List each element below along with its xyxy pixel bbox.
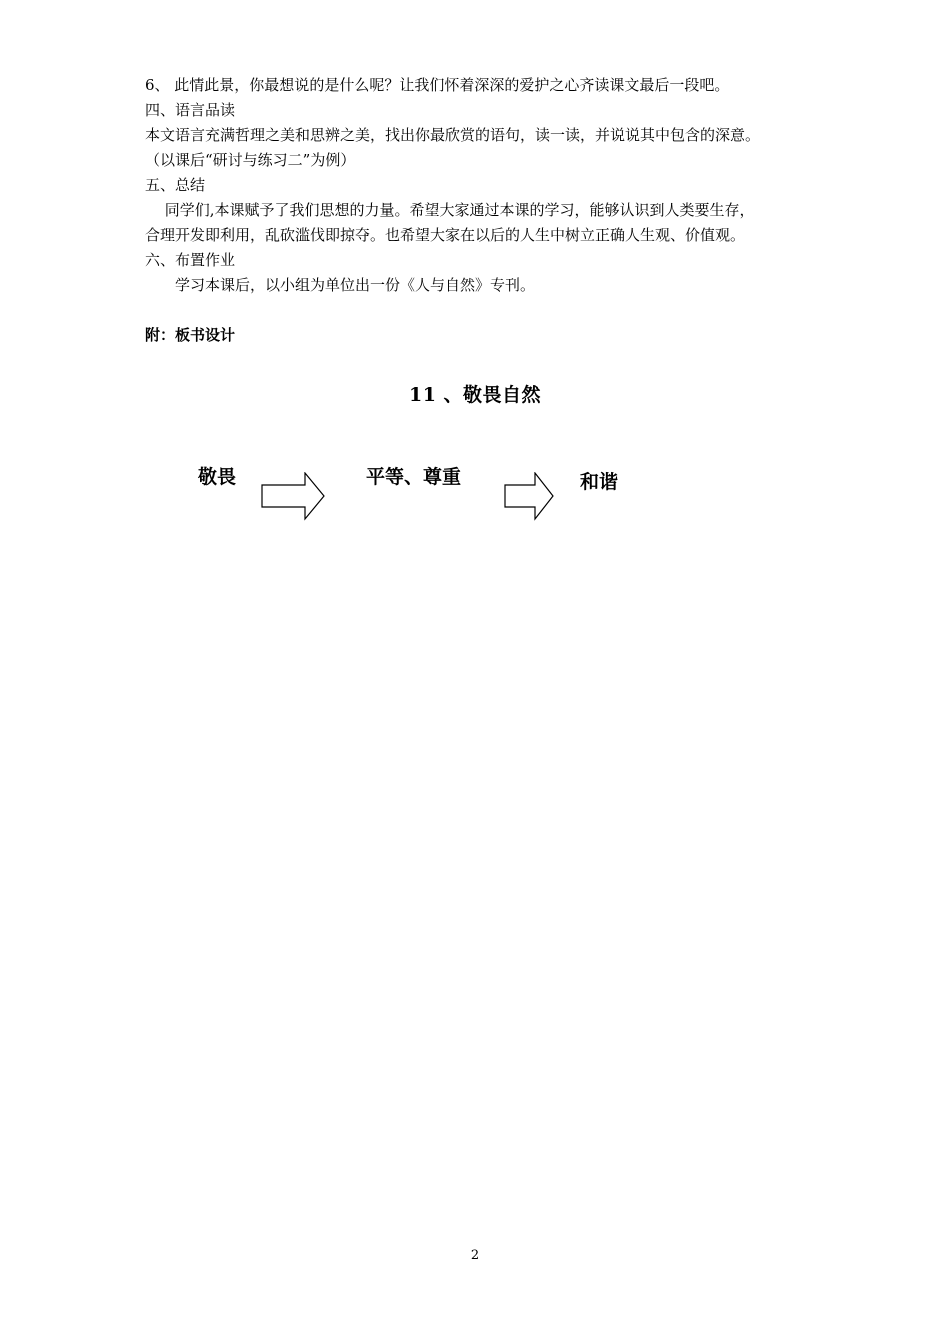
right-arrow-icon <box>261 472 327 522</box>
flow-step-harmony: 和谐 <box>580 471 619 493</box>
section-heading-homework: 六、布置作业 <box>145 251 236 269</box>
paragraph-language: 本文语言充满哲理之美和思辨之美，找出你最欣赏的语句，读一读，并说说其中包含的深意。 <box>145 126 761 144</box>
paragraph-example-note: （以课后“研讨与练习二”为例） <box>145 151 356 169</box>
paragraph-summary-line-1: 同学们,本课赋予了我们思想的力量。希望大家通过本课的学习，能够认识到人类要生存， <box>145 201 755 219</box>
paragraph-question-6: 6、 此情此景，你最想说的是什么呢？让我们怀着深深的爱护之心齐读课文最后一段吧。 <box>145 76 730 94</box>
appendix-heading: 附：板书设计 <box>145 326 236 344</box>
flow-step-reverence: 敬畏 <box>198 466 237 488</box>
paragraph-homework: 学习本课后，以小组为单位出一份《人与自然》专刊。 <box>145 276 536 294</box>
paragraph-summary-line-2: 合理开发即利用，乱砍滥伐即掠夺。也希望大家在以后的人生中树立正确人生观、价值观。 <box>145 226 746 244</box>
right-arrow-icon <box>504 472 556 522</box>
section-heading-summary: 五、总结 <box>145 176 206 194</box>
section-heading-language: 四、语言品读 <box>145 101 236 119</box>
board-title: 11 、敬畏自然 <box>408 384 542 406</box>
page-number: 2 <box>470 1248 480 1263</box>
flow-step-equality-respect: 平等、尊重 <box>366 466 462 488</box>
